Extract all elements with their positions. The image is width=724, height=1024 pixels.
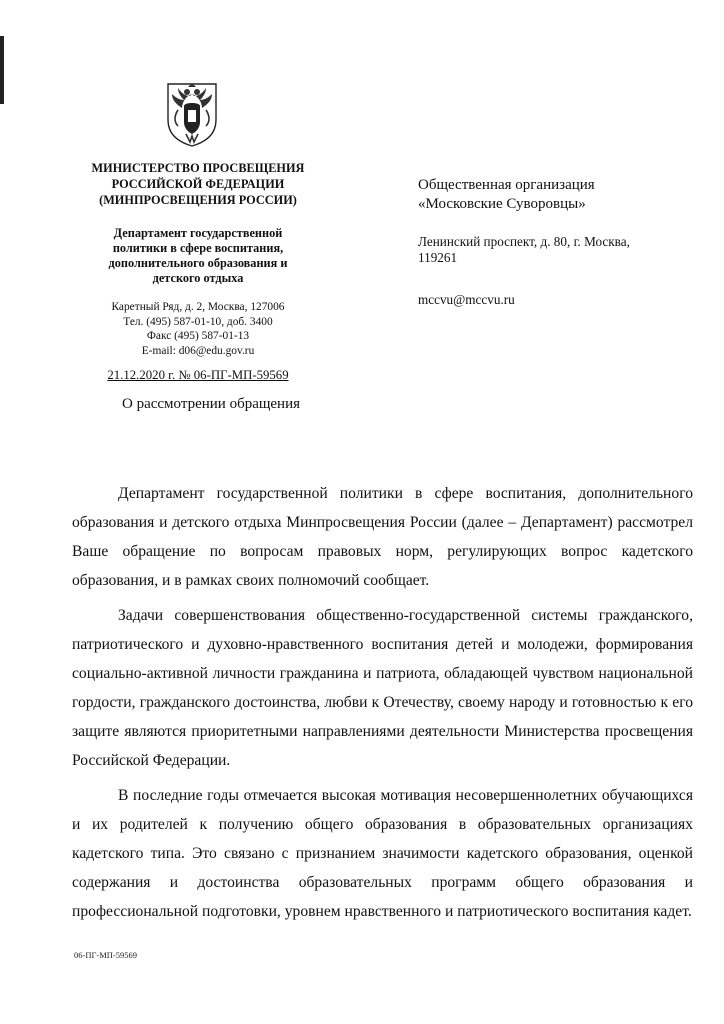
ministry-name	[68, 160, 328, 208]
coat-of-arms-icon	[160, 80, 224, 148]
contact-fax: Факс (495) 587-01-13	[146, 330, 250, 342]
letter-subject: О рассмотрении обращения	[121, 396, 301, 412]
contact-email: E-mail: d06@edu.gov.ru	[141, 344, 255, 357]
contact-phone: Тел. (495) 587-01-10, доб. 3400	[123, 315, 273, 328]
department-line: дополнительного образования и	[108, 256, 288, 270]
sender-contacts	[68, 300, 328, 358]
letter-body	[72, 479, 693, 932]
body-paragraph: Задачи совершенствования общественно-государственной системы гражданского, патриотического и духовно-нравственного воспитания детей и молодежи, формирования социально-активной личности гражданина и патриота, обладающей чувством национальной гордости, гражданского достоинства, любви к Отечеству, своему народу и готовностью к его защите являются приоритетными направлениями деятельности Министерства просвещения Российской Федерации.	[72, 607, 693, 769]
recipient-address-line: Ленинский проспект, д. 80, г. Москва,	[418, 234, 630, 249]
recipient-name-line: «Московские Суворовцы»	[418, 196, 586, 212]
recipient-address	[418, 234, 708, 266]
department-name	[68, 226, 328, 286]
body-paragraph: В последние годы отмечается высокая мотивация несовершеннолетних обучающихся и их родителей к получению общего образования в образовательных организациях кадетского типа. Это связано с признанием значимости кадетского образования, оценкой содержания и достоинства образовательных программ общего образования и профессиональной подготовки, уровнем нравственного и патриотического воспитания кадет.	[72, 787, 693, 920]
footer-doc-code: 06-ПГ-МП-59569	[74, 950, 137, 960]
recipient-address-line: 119261	[418, 250, 458, 265]
ministry-line: РОССИЙСКОЙ ФЕДЕРАЦИИ	[111, 177, 285, 191]
contact-address: Каретный Ряд, д. 2, Москва, 127006	[111, 301, 285, 313]
department-line: политики в сфере воспитания,	[112, 241, 284, 255]
department-line: Департамент государственной	[113, 226, 283, 240]
scan-edge-mark	[0, 36, 4, 104]
recipient-name	[418, 176, 708, 214]
recipient-name-line: Общественная организация	[418, 177, 595, 193]
department-line: детского отдыха	[152, 271, 244, 285]
registration-number	[68, 368, 328, 383]
recipient-block	[418, 176, 708, 308]
ministry-line: МИНИСТЕРСТВО ПРОСВЕЩЕНИЯ	[91, 161, 305, 175]
registration-number-text: 21.12.2020 г. № 06-ПГ-МП-59569	[107, 368, 289, 382]
recipient-email: mccvu@mccvu.ru	[418, 292, 515, 307]
ministry-line: (МИНПРОСВЕЩЕНИЯ РОССИИ)	[99, 193, 297, 207]
body-paragraph: Департамент государственной политики в сфере воспитания, дополнительного образования и детского отдыха Минпросвещения России (далее – Департамент) рассмотрел Ваше обращение по вопросам правовых норм, регулирующих вопрос кадетского образования, и в рамках своих полномочий сообщает.	[72, 485, 693, 589]
